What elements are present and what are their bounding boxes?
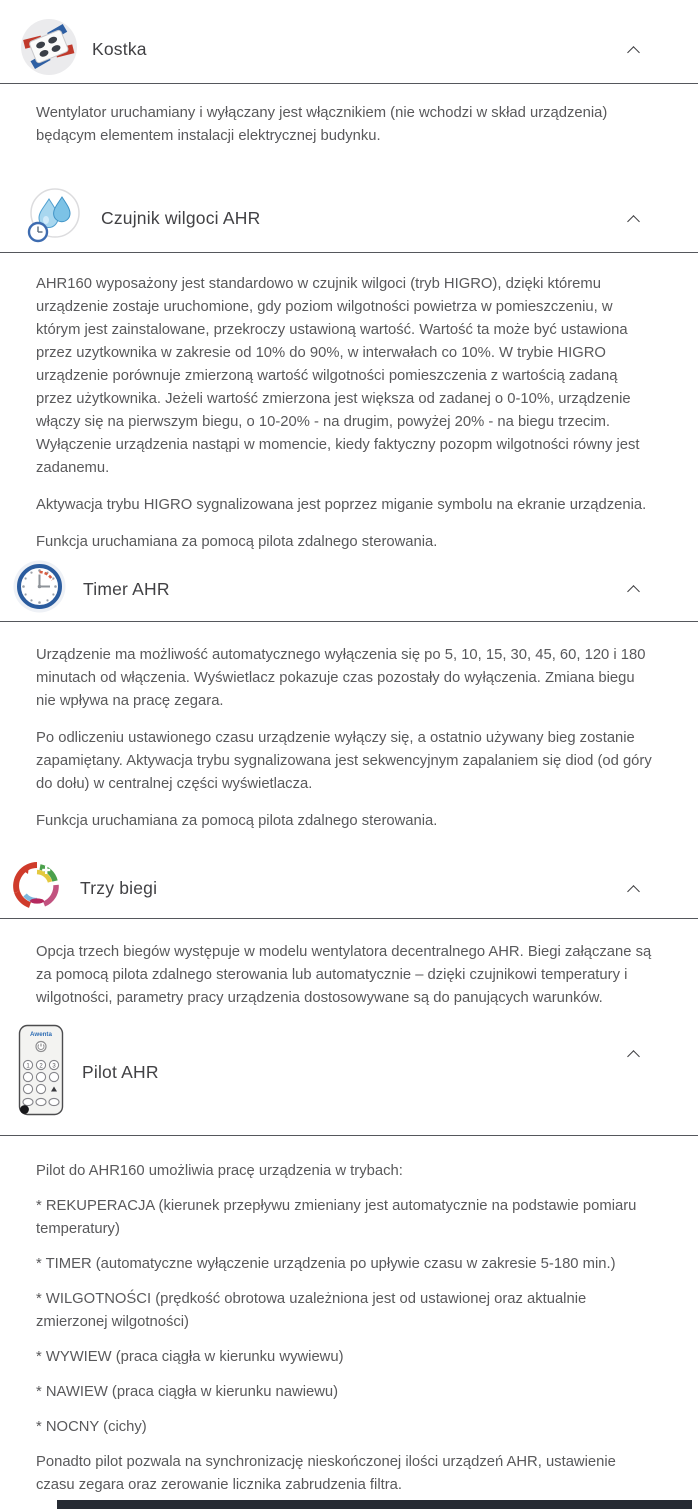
- collapse-chevron-icon[interactable]: [628, 44, 640, 56]
- section-body: [0, 919, 698, 1010]
- body-paragraph: * WILGOTNOŚCI (prędkość obrotowa uzależniona jest od ustawionej oraz aktualnie zmierzonej wilgotności): [36, 1291, 587, 1330]
- accordion-section-timer: [0, 554, 698, 833]
- body-paragraph: AHR160 wyposażony jest standardowo w czujnik wilgoci (tryb HIGRO), dzięki któremu urządzenie zostaje uruchomione, gdy poziom wilgotności powietrza w pomieszczeniu, w którym jest zainstalowane, przekroczy ustawioną wartość. Wartość ta może być ustawiona przez uzytkownika w zakresie od 10% do 90%, w interwałach co 10%. W trybie HIGRO urządzenie porównuje zmierzoną wartość wilgotności pomieszczenia z wartością zadaną przez użytkownika. Jeżeli wartość zmierzona jest większa od zadanej o 0-10%, urządzenie włączy się na pierwszym biegu, o 10-20% - na drugim, powyżej 20% - na biegu trzecim. Wyłączenie urządzenia nastąpi w momencie, kiedy faktyczny pozopm wilgotności równy jest zadanemu.: [36, 276, 640, 476]
- body-paragraph: Aktywacja trybu HIGRO sygnalizowana jest poprzez miganie symbolu na ekranie urządzenia.: [36, 497, 647, 513]
- section-title: Kostka: [92, 39, 147, 59]
- body-paragraph: * NAWIEW (praca ciągła w kierunku nawiewu): [36, 1384, 339, 1400]
- section-body: [0, 253, 698, 554]
- collapse-chevron-icon[interactable]: [628, 883, 640, 895]
- body-paragraph: Opcja trzech biegów występuje w modelu wentylatora decentralnego AHR. Biegi załączane są za pomocą pilota zdalnego sterowania lub automatycznie – dzięki czujnikowi temperatury i wilgotności, parametry pracy urządzenia dostosowywane są do panujących warunków.: [36, 944, 652, 1006]
- accordion-section-trzy-biegi: [0, 833, 698, 1010]
- accordion-header-kostka[interactable]: [0, 0, 698, 81]
- svg-text:1: 1: [26, 1063, 30, 1070]
- accordion-section-kostka: [0, 0, 698, 148]
- humidity-sensor-icon: [25, 187, 83, 250]
- three-speeds-icon: [12, 861, 62, 916]
- accordion-header-trzy-biegi[interactable]: [0, 833, 698, 916]
- svg-text:2: 2: [39, 1063, 43, 1070]
- section-title: Pilot AHR: [82, 1062, 159, 1082]
- collapse-chevron-icon[interactable]: [628, 213, 640, 225]
- accordion-section-pilot: [0, 1010, 698, 1497]
- svg-text:3: 3: [52, 1063, 56, 1070]
- timer-clock-icon: [12, 559, 67, 619]
- accordion-header-pilot[interactable]: [0, 1010, 698, 1121]
- section-body: [0, 1136, 698, 1497]
- body-paragraph: * REKUPERACJA (kierunek przepływu zmieniany jest automatycznie na podstawie pomiaru temperatury): [36, 1198, 637, 1237]
- accordion-header-czujnik-wilgoci[interactable]: [0, 148, 698, 250]
- body-paragraph: Urządzenie ma możliwość automatycznego wyłączenia się po 5, 10, 15, 30, 45, 60, 120 i 180 minutach od włączenia. Wyświetlacz pokazuje czas pozostały do wyłączenia. Zmiana biegu nie wpływa na pracę zegara.: [36, 647, 646, 709]
- collapse-chevron-icon[interactable]: [628, 1048, 640, 1060]
- section-body: [0, 622, 698, 833]
- body-paragraph: Po odliczeniu ustawionego czasu urządzenie wyłączy się, a ostatnio używany bieg zostanie zapamiętany. Aktywacja trybu sygnalizowana jest sekwencyjnym zapalaniem się diod (od góry do dołu) w centralnej części wyświetlacza.: [36, 730, 652, 792]
- ventilation-unit-icon: [20, 18, 78, 81]
- accordion-section-czujnik-wilgoci: [0, 148, 698, 554]
- body-paragraph: * WYWIEW (praca ciągła w kierunku wywiewu): [36, 1349, 344, 1365]
- body-paragraph: * TIMER (automatyczne wyłączenie urządzenia po upływie czasu w zakresie 5-180 min.): [36, 1256, 616, 1272]
- remote-control-image: [18, 1024, 64, 1121]
- body-paragraph: Funkcja uruchamiana za pomocą pilota zdalnego sterowania.: [36, 813, 438, 829]
- body-paragraph: Funkcja uruchamiana za pomocą pilota zdalnego sterowania.: [36, 534, 438, 550]
- accordion-header-timer[interactable]: [0, 554, 698, 619]
- next-section-edge: [57, 1500, 692, 1509]
- section-body: [0, 84, 698, 148]
- svg-text:Awenta: Awenta: [30, 1031, 52, 1038]
- section-title: Czujnik wilgoci AHR: [101, 208, 261, 228]
- section-title: Trzy biegi: [80, 878, 158, 898]
- body-paragraph: Wentylator uruchamiany i wyłączany jest włącznikiem (nie wchodzi w skład urządzenia) będącym elementem instalacji elektrycznej budynku.: [36, 105, 608, 144]
- body-paragraph: * NOCNY (cichy): [36, 1419, 147, 1435]
- section-title: Timer AHR: [83, 578, 170, 599]
- body-paragraph: Pilot do AHR160 umożliwia pracę urządzenia w trybach:: [36, 1163, 403, 1179]
- body-paragraph: Ponadto pilot pozwala na synchronizację nieskończonej ilości urządzeń AHR, ustawienie czasu zegara oraz zerowanie licznika zabrudzenia filtra.: [36, 1454, 616, 1493]
- collapse-chevron-icon[interactable]: [628, 583, 640, 595]
